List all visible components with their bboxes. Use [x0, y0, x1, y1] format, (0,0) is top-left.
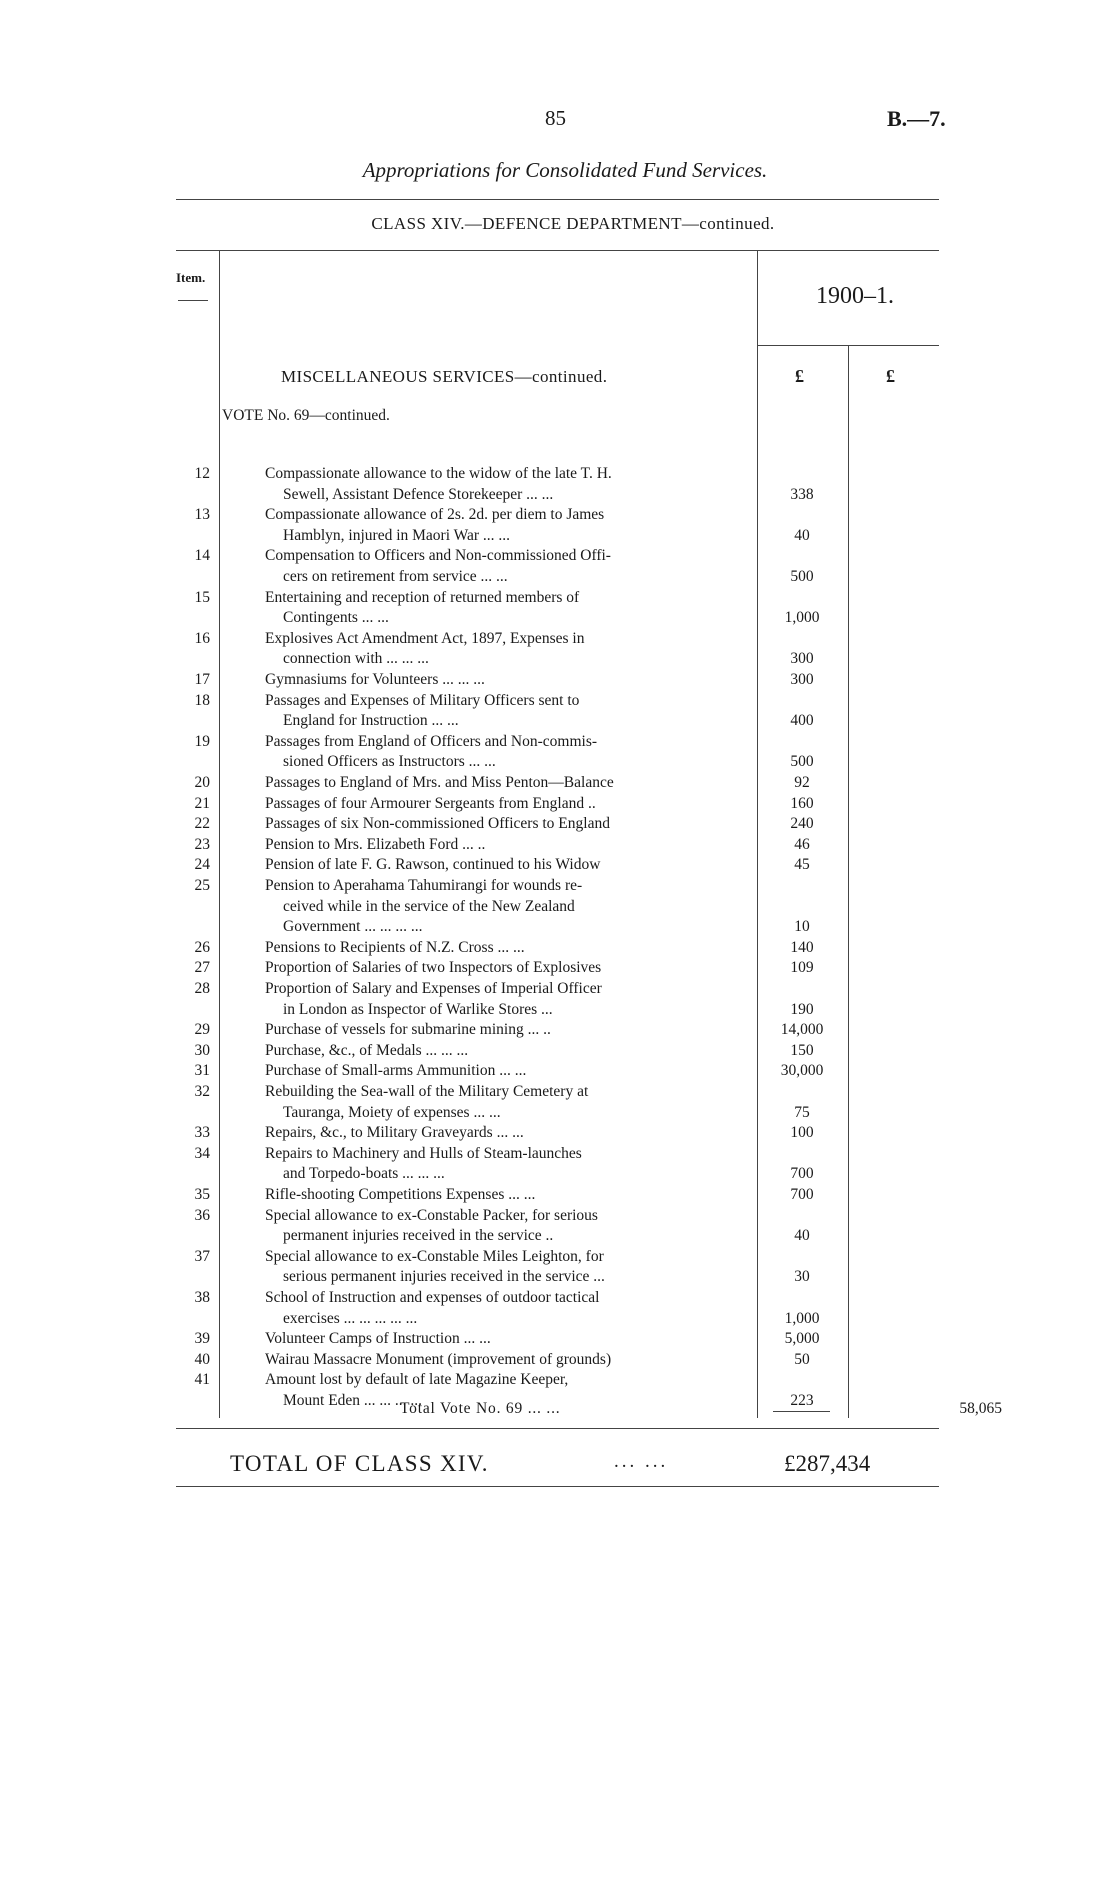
item-description-line: in London as Inspector of Warlike Stores ... [283, 1000, 553, 1018]
item-description-line: Purchase of Small-arms Ammunition ... ... [265, 1062, 527, 1080]
item-number: 38 [194, 1289, 210, 1306]
page-number: 85 [545, 106, 566, 130]
item-description-line: Repairs, &c., to Military Graveyards ... ... [265, 1124, 524, 1142]
item-amount: 1,000 [784, 609, 820, 627]
item-description-line: Compassionate allowance to the widow of the late T. H. [265, 465, 612, 482]
item-description-line: Rifle-shooting Competitions Expenses ... ... [265, 1186, 536, 1203]
item-description-line: exercises ... ... ... ... ... [283, 1309, 418, 1327]
item-amount: 40 [794, 1227, 810, 1245]
item-number: 22 [194, 815, 210, 833]
item-column-divider [219, 251, 220, 1418]
item-description-line: Passages and Expenses of Military Officers sent to [265, 691, 580, 709]
item-number: 28 [194, 980, 210, 997]
item-number: 26 [194, 938, 210, 956]
item-amount: 223 [790, 1392, 814, 1409]
item-amount: 14,000 [780, 1021, 824, 1039]
item-amount: 338 [790, 485, 814, 503]
item-description-line: Compensation to Officers and Non-commissioned Offi- [265, 547, 611, 565]
item-description-line: School of Instruction and expenses of outdoor tactical [265, 1289, 600, 1306]
subtotal-column-divider [848, 346, 849, 1418]
item-amount: 75 [794, 1103, 810, 1121]
item-amount: 109 [790, 959, 814, 977]
item-number: 23 [194, 835, 210, 853]
currency-label-col2: £ [886, 366, 895, 386]
item-amount: 400 [790, 712, 814, 730]
item-description-line: Passages from England of Officers and Non-commis- [265, 732, 598, 750]
item-number: 15 [194, 588, 210, 606]
item-description-line: ceived while in the service of the New Zealand [283, 897, 575, 915]
item-number: 32 [194, 1083, 210, 1100]
item-number: 40 [194, 1350, 210, 1368]
item-number: 12 [194, 465, 210, 482]
item-amount: 190 [790, 1000, 814, 1018]
item-number: 25 [194, 877, 210, 894]
item-description-line: Wairau Massacre Monument (improvement of grounds) [265, 1350, 612, 1368]
class-total-leader: ... ... [614, 1451, 669, 1472]
vote-total-value: 58,065 [959, 1400, 1002, 1417]
item-description-line: cers on retirement from service ... ... [283, 568, 508, 585]
class-total-value: £287,434 [784, 1451, 871, 1476]
item-number: 33 [194, 1124, 210, 1142]
item-description-line: England for Instruction ... ... [283, 712, 459, 730]
item-amount: 100 [790, 1124, 814, 1142]
item-number: 29 [194, 1021, 210, 1039]
vote-heading: VOTE No. 69—continued. [222, 407, 390, 424]
item-number: 16 [194, 629, 210, 647]
item-number: 24 [194, 856, 210, 874]
item-label-underline [178, 300, 208, 301]
item-number: 21 [194, 794, 210, 812]
item-description-line: Hamblyn, injured in Maori War ... ... [283, 526, 511, 544]
page-bottom-rule [176, 1486, 939, 1487]
page-title: Appropriations for Consolidated Fund Services. [362, 158, 768, 182]
item-description-line: Entertaining and reception of returned members of [265, 588, 580, 606]
item-amount: 46 [794, 835, 810, 853]
table-top-rule [176, 250, 939, 251]
item-number: 13 [194, 506, 210, 524]
class-heading: CLASS XIV.—DEFENCE DEPARTMENT—continued. [371, 214, 775, 233]
item-number: 35 [194, 1186, 210, 1203]
item-description-line: Pension to Aperahama Tahumirangi for wounds re- [265, 877, 583, 894]
item-description-line: serious permanent injuries received in the service ... [283, 1268, 605, 1286]
year-heading: 1900–1. [816, 283, 894, 309]
item-number: 41 [194, 1371, 210, 1389]
item-description-line: Special allowance to ex-Constable Miles Leighton, for [265, 1247, 604, 1265]
item-number: 34 [194, 1144, 210, 1162]
item-number: 27 [194, 959, 210, 977]
item-description-line: Proportion of Salaries of two Inspectors of Explosives [265, 959, 602, 977]
item-amount: 700 [790, 1186, 814, 1203]
item-number: 14 [194, 547, 210, 565]
title-rule [176, 199, 939, 200]
table-bottom-rule [176, 1428, 939, 1429]
item-column-label: Item. [176, 270, 206, 285]
item-description-line: Passages of four Armourer Sergeants from England .. [265, 794, 596, 812]
item-amount: 45 [794, 856, 810, 874]
vote-total-label: Total Vote No. 69 ... ... [400, 1400, 561, 1417]
item-description-line: Government ... ... ... ... [283, 918, 423, 936]
item-number: 36 [194, 1206, 210, 1224]
item-number: 18 [194, 691, 210, 709]
item-description-line: Purchase of vessels for submarine mining ... .. [265, 1021, 551, 1039]
item-description-line: Compassionate allowance of 2s. 2d. per diem to James [265, 506, 605, 524]
item-description-line: Repairs to Machinery and Hulls of Steam-launches [265, 1144, 582, 1162]
item-amount: 500 [790, 753, 814, 771]
class-total-label: TOTAL OF CLASS XIV. [230, 1451, 489, 1476]
year-underline [757, 345, 939, 346]
section-heading: MISCELLANEOUS SERVICES—continued. [281, 367, 608, 386]
item-description-line: sioned Officers as Instructors ... ... [283, 753, 496, 771]
item-amount: 300 [790, 650, 814, 668]
subtotal-rule [773, 1411, 830, 1412]
item-description-line: Pension of late F. G. Rawson, continued to his Widow [265, 856, 601, 874]
item-amount: 92 [794, 774, 810, 791]
item-description-line: Gymnasiums for Volunteers ... ... ... [265, 671, 485, 688]
item-amount: 30,000 [780, 1062, 824, 1080]
item-description-line: Passages to England of Mrs. and Miss Penton—Balance [265, 774, 614, 791]
item-amount: 300 [790, 671, 814, 688]
item-number: 17 [194, 671, 210, 688]
item-number: 19 [194, 732, 210, 750]
item-description-line: Passages of six Non-commissioned Officers to England [265, 815, 610, 833]
item-description-line: Special allowance to ex-Constable Packer, for serious [265, 1206, 598, 1224]
item-number: 31 [194, 1062, 210, 1080]
item-amount: 50 [794, 1350, 810, 1368]
item-amount: 500 [790, 568, 814, 585]
item-description-line: Contingents ... ... [283, 609, 389, 627]
item-number: 39 [194, 1330, 210, 1348]
item-amount: 700 [790, 1165, 814, 1183]
item-amount: 140 [790, 938, 814, 956]
item-description-line: connection with ... ... ... [283, 650, 429, 668]
item-number: 20 [194, 774, 210, 791]
item-number: 37 [194, 1247, 210, 1265]
item-amount: 1,000 [784, 1309, 820, 1327]
item-description-line: Purchase, &c., of Medals ... ... ... [265, 1041, 469, 1059]
item-number: 30 [194, 1041, 210, 1059]
item-description-line: Pension to Mrs. Elizabeth Ford ... .. [265, 835, 486, 853]
item-description-line: Rebuilding the Sea-wall of the Military Cemetery at [265, 1083, 589, 1100]
item-description-line: Volunteer Camps of Instruction ... ... [265, 1330, 491, 1348]
item-description-line: permanent injuries received in the service .. [283, 1227, 554, 1245]
item-amount: 160 [790, 794, 814, 812]
item-description-line: Sewell, Assistant Defence Storekeeper ... ... [283, 485, 554, 503]
item-description-line: Proportion of Salary and Expenses of Imperial Officer [265, 980, 602, 997]
item-amount: 40 [794, 526, 810, 544]
item-description-line: Explosives Act Amendment Act, 1897, Expenses in [265, 629, 585, 647]
item-description-line: Amount lost by default of late Magazine Keeper, [265, 1371, 569, 1389]
item-amount: 10 [794, 918, 810, 936]
document-reference: B.—7. [887, 106, 946, 131]
item-description-line: Mount Eden ... ... ... ... [283, 1392, 423, 1409]
item-amount: 30 [794, 1268, 810, 1286]
item-description-line: and Torpedo-boats ... ... ... [283, 1165, 445, 1183]
currency-label-col1: £ [795, 366, 804, 386]
item-description-line: Pensions to Recipients of N.Z. Cross ... ... [265, 938, 525, 956]
item-amount: 150 [790, 1041, 814, 1059]
item-amount: 5,000 [784, 1330, 820, 1348]
item-description-line: Tauranga, Moiety of expenses ... ... [283, 1103, 501, 1121]
item-amount: 240 [790, 815, 814, 833]
